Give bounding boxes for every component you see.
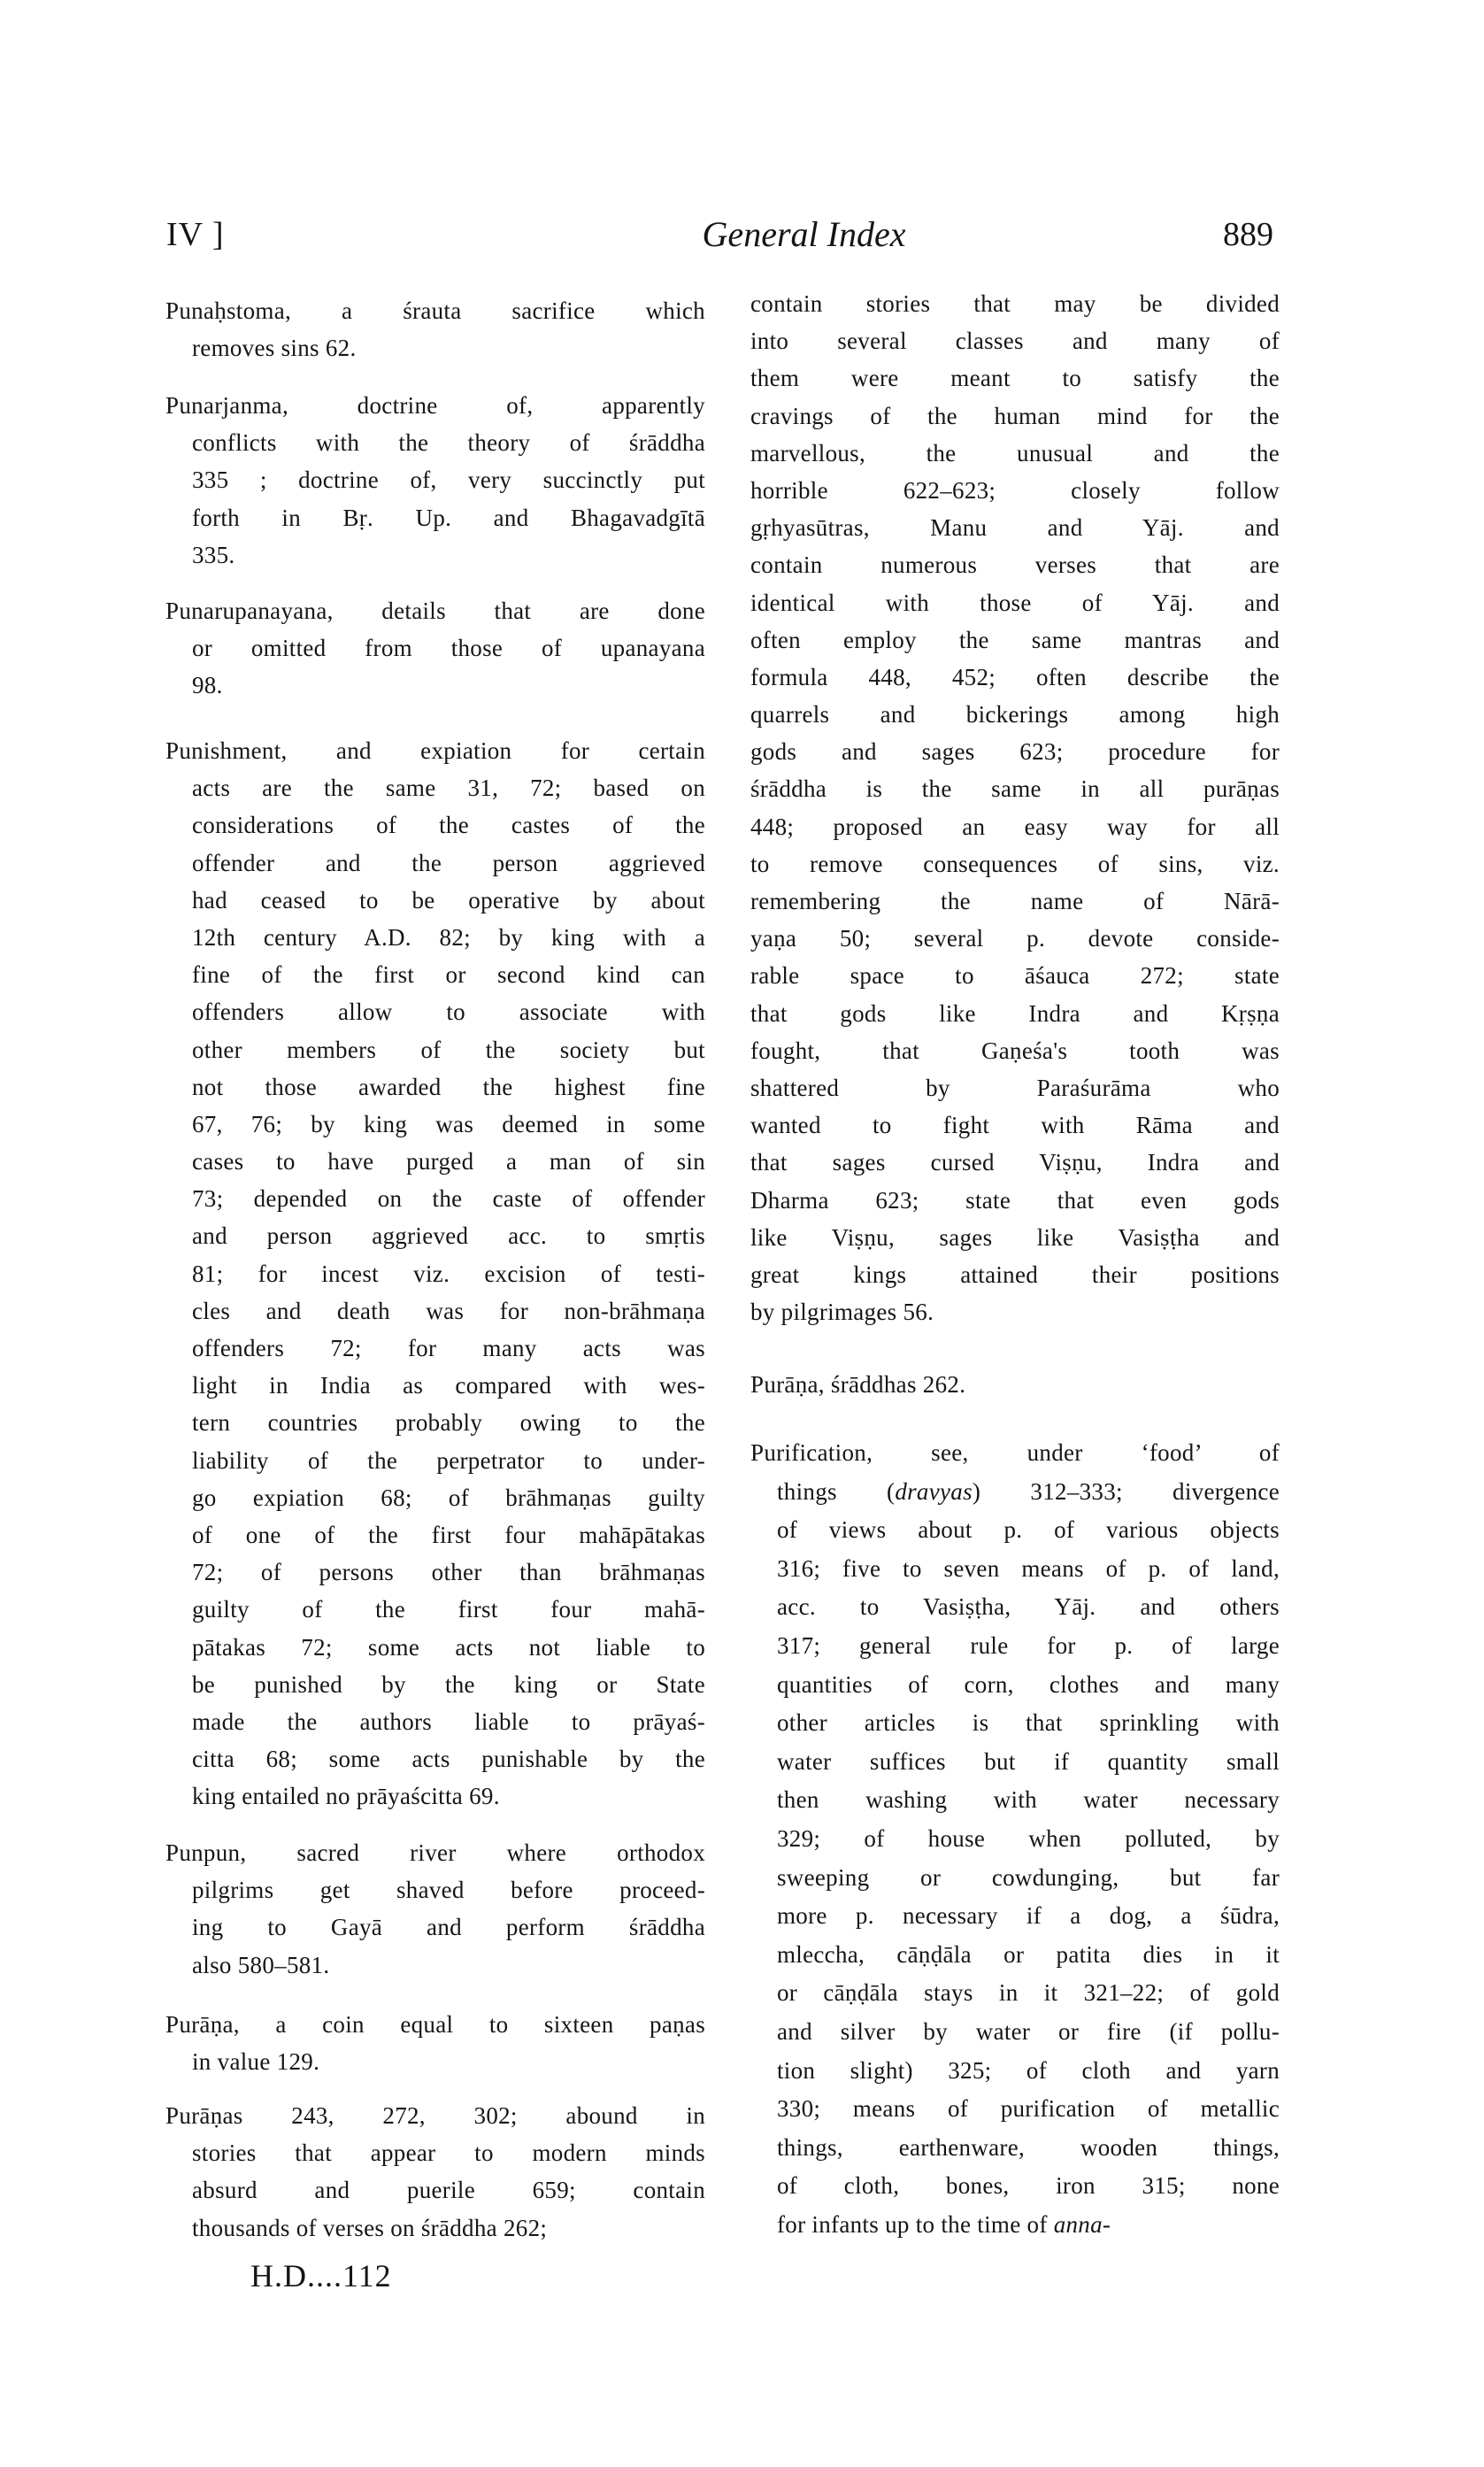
entry-line: cles and death was for non-brāhmaṇa [192, 1297, 705, 1324]
entry-line: 317; general rule for p. of large [777, 1631, 1280, 1659]
entry-line: horrible 622–623; closely follow [750, 476, 1280, 504]
entry-line: more p. necessary if a dog, a śūdra, [777, 1902, 1280, 1930]
entry-line: quarrels and bickerings among high [750, 701, 1280, 729]
entry-line: 72; of persons other than brāhmaṇas [192, 1559, 705, 1586]
entry-line: to remove consequences of sins, viz. [750, 850, 1280, 877]
entry-line: offenders 72; for many acts was [192, 1335, 705, 1361]
index-entry [750, 285, 1280, 1330]
entry-line: cases to have purged a man of sin [192, 1148, 705, 1176]
entry-line: made the authors liable to prāyaś- [192, 1708, 705, 1735]
entry-line: go expiation 68; of brāhmaṇas guilty [192, 1484, 705, 1511]
entry-line: removes sins 62. [192, 335, 357, 362]
index-entry [165, 2097, 705, 2247]
index-entry [165, 1834, 705, 1984]
entry-headline: Punaḥstoma, a śrauta sacrifice which [165, 297, 705, 324]
entry-line: into several classes and many of [750, 328, 1280, 355]
entry-line: 98. [192, 672, 223, 699]
entry-line: formula 448, 452; often describe the [750, 663, 1280, 690]
entry-line: also 580–581. [192, 1951, 330, 1978]
entry-line: them were meant to satisfy the [750, 365, 1280, 392]
entry-line: forth in Bṛ. Up. and Bhagavadgītā [192, 504, 705, 531]
entry-line: pātakas 72; some acts not liable to [192, 1633, 705, 1661]
entry-line: fine of the first or second kind can [192, 961, 705, 989]
entry-line: be punished by the king or State [192, 1670, 705, 1698]
entry-line: cravings of the human mind for the [750, 402, 1280, 429]
entry-line: contain numerous verses that are [750, 551, 1280, 579]
entry-line: or omitted from those of upanayana [192, 635, 705, 662]
index-entry [165, 592, 705, 705]
entry-line: great kings attained their positions [750, 1260, 1280, 1288]
entry-line: other members of the society but [192, 1036, 705, 1063]
entry-line: ing to Gayā and perform śrāddha [192, 1914, 705, 1941]
entry-line: identical with those of Yāj. and [750, 589, 1280, 616]
entry-line: 448; proposed an easy way for all [750, 813, 1280, 840]
entry-line: acc. to Vasiṣṭha, Yāj. and others [777, 1593, 1280, 1621]
entry-line: or cāṇḍāla stays in it 321–22; of gold [777, 1979, 1280, 2007]
index-entry [165, 387, 705, 574]
entry-line: contain stories that may be divided [750, 290, 1280, 317]
italic-term: anna- [1053, 2210, 1111, 2238]
entry-line: rable space to āśauca 272; state [750, 962, 1280, 990]
entry-line: marvellous, the unusual and the [750, 439, 1280, 466]
entry-line: liability of the perpetrator to under- [192, 1446, 705, 1474]
entry-line: considerations of the castes of the [192, 812, 705, 839]
index-entry [165, 732, 705, 1815]
entry-line: not those awarded the highest fine [192, 1073, 705, 1100]
entry-line: 73; depended on the caste of offender [192, 1185, 705, 1213]
entry-line: that gods like Indra and Kṛṣṇa [750, 999, 1280, 1027]
entry-line: other articles is that sprinkling with [777, 1709, 1280, 1737]
entry-line: and silver by water or fire (if pollu- [777, 2017, 1280, 2045]
entry-headline: Purāṇa, śrāddhas 262. [750, 1371, 966, 1398]
entry-line: gṛhyasūtras, Manu and Yāj. and [750, 514, 1280, 542]
entry-line: 81; for incest viz. excision of testi- [192, 1260, 705, 1287]
entry-line: 329; of house when polluted, by [777, 1824, 1280, 1852]
entry-line: stories that appear to modern minds [192, 2139, 705, 2167]
entry-line: of cloth, bones, iron 315; none [777, 2172, 1280, 2200]
entry-line: guilty of the first four mahā- [192, 1596, 705, 1623]
entry-line: 330; means of purification of metallic [777, 2095, 1280, 2123]
entry-line: mleccha, cāṇḍāla or patita dies in it [777, 1940, 1280, 1968]
entry-line: pilgrims get shaved before proceed- [192, 1877, 705, 1904]
entry-line: thousands of verses on śrāddha 262; [192, 2214, 548, 2241]
entry-line: gods and sages 623; procedure for [750, 738, 1280, 766]
entry-line: 12th century A.D. 82; by king with a [192, 923, 705, 951]
entry-line: in value 129. [192, 2048, 320, 2076]
index-entry [165, 2006, 705, 2080]
entry-line: shattered by Paraśurāma who [750, 1074, 1280, 1101]
entry-line: of one of the first four mahāpātakas [192, 1521, 705, 1548]
entry-line: tern countries probably owing to the [192, 1409, 705, 1437]
page-number: 889 [1223, 216, 1273, 253]
entry-line: king entailed no prāyaścitta 69. [192, 1783, 500, 1810]
entry-line: like Viṣṇu, sages like Vasiṣṭha and [750, 1223, 1280, 1251]
entry-line: Dharma 623; state that even gods [750, 1186, 1280, 1214]
entry-line: things, earthenware, wooden things, [777, 2133, 1280, 2161]
entry-headline: Purāṇas 243, 272, 302; abound in [165, 2102, 705, 2129]
entry-line: often employ the same mantras and [750, 626, 1280, 653]
entry-line: acts are the same 31, 72; based on [192, 775, 705, 802]
entry-line: for infants up to the time of anna- [777, 2210, 1111, 2238]
entry-line: remembering the name of Nārā- [750, 888, 1280, 914]
index-entry [750, 1366, 1280, 1403]
entry-line: by pilgrimages 56. [750, 1299, 934, 1326]
entry-line: of views about p. of various objects [777, 1516, 1280, 1544]
entry-line: yaṇa 50; several p. devote conside- [750, 925, 1280, 952]
entry-line: offender and the person aggrieved [192, 849, 705, 876]
entry-headline: Purāṇa, a coin equal to sixteen paṇas [165, 2011, 705, 2038]
entry-line: śrāddha is the same in all purāṇas [750, 775, 1280, 803]
entry-headline: Punishment, and expiation for certain [165, 737, 705, 764]
entry-line: absurd and puerile 659; contain [192, 2177, 705, 2204]
entry-line: fought, that Gaṇeśa's tooth was [750, 1037, 1280, 1064]
entry-line: wanted to fight with Rāma and [750, 1112, 1280, 1139]
entry-line: had ceased to be operative by about [192, 886, 705, 914]
index-entry [165, 292, 705, 366]
entry-line: 335. [192, 541, 235, 568]
entry-line: offenders allow to associate with [192, 998, 705, 1026]
entry-headline: Purification, see, under ‘food’ of [750, 1439, 1280, 1466]
entry-line: 316; five to seven means of p. of land, [777, 1554, 1280, 1582]
entry-line: water suffices but if quantity small [777, 1747, 1280, 1775]
running-title: General Index [702, 214, 906, 254]
entry-headline: Punarjanma, doctrine of, apparently [165, 392, 705, 419]
entry-line: sweeping or cowdunging, but far [777, 1863, 1280, 1891]
italic-term: dravyas [895, 1477, 973, 1505]
entry-line: 335 ; doctrine of, very succinctly put [192, 466, 705, 494]
entry-line: quantities of corn, clothes and many [777, 1670, 1280, 1698]
entry-line: things (dravyas) 312–333; divergence [777, 1477, 1280, 1505]
entry-line: that sages cursed Viṣṇu, Indra and [750, 1149, 1280, 1176]
entry-line: 67, 76; by king was deemed in some [192, 1110, 705, 1137]
entry-line: then washing with water necessary [777, 1786, 1280, 1814]
entry-line: light in India as compared with wes- [192, 1372, 705, 1399]
entry-line: conflicts with the theory of śrāddha [192, 429, 705, 457]
entry-line: tion slight) 325; of cloth and yarn [777, 2056, 1280, 2084]
entry-headline: Punarupanayana, details that are done [165, 597, 705, 624]
entry-line: citta 68; some acts punishable by the [192, 1746, 705, 1773]
volume-marker: IV ] [166, 216, 225, 253]
index-entry [750, 1434, 1280, 2244]
entry-headline: Punpun, sacred river where orthodox [165, 1839, 705, 1866]
entry-line: and person aggrieved acc. to smṛtis [192, 1222, 705, 1250]
printer-signature: H.D....112 [250, 2258, 392, 2294]
